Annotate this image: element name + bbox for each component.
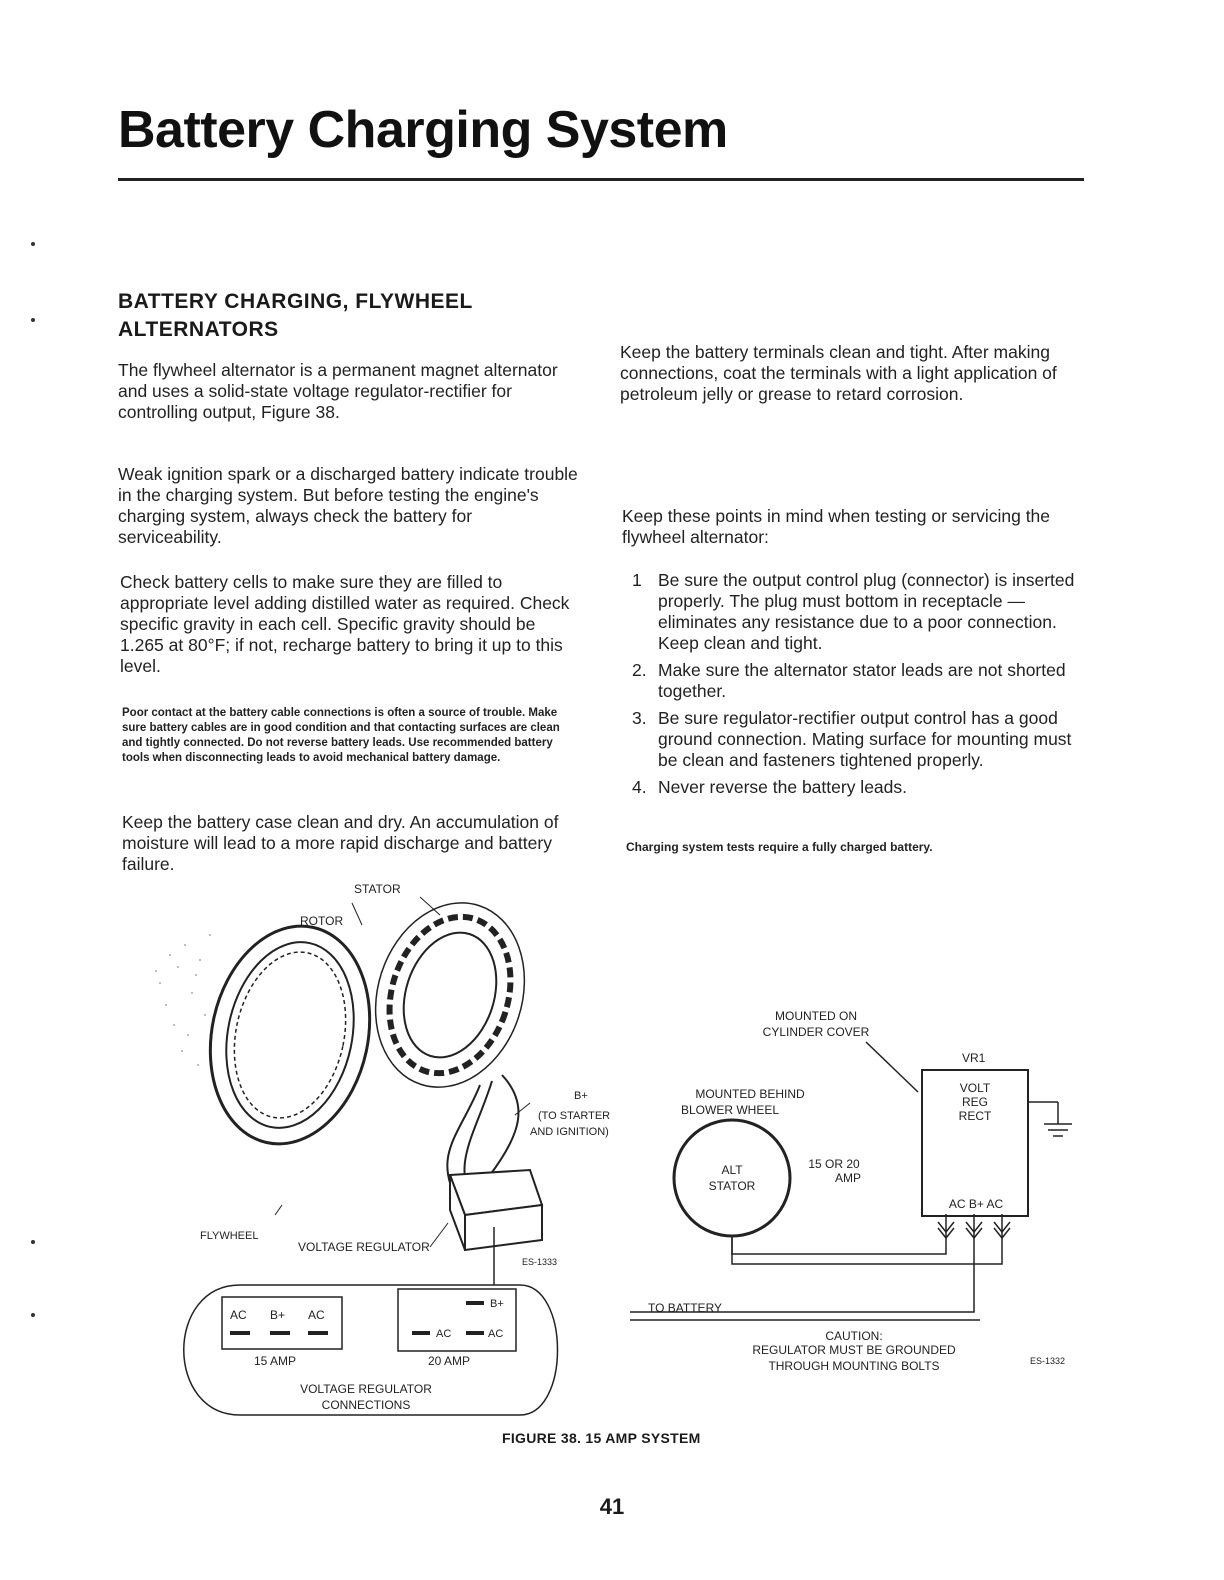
label-connections-2: CONNECTIONS: [321, 1398, 411, 1412]
label-amp-rating: 15 OR 20: [808, 1157, 860, 1171]
paragraph: Keep the battery terminals clean and tight. After making connections, coat the terminals with a light application of petroleum jelly or grease to retard corrosion.: [620, 342, 1057, 404]
label-rect: RECT: [958, 1109, 992, 1123]
paragraph: Keep the battery case clean and dry. An accumulation of moisture will lead to a more rapid discharge and battery failure.: [122, 812, 559, 874]
page-number: 41: [599, 1494, 625, 1519]
points-note: Charging system tests require a fully charged battery.: [626, 840, 933, 854]
label-alt: ALT: [721, 1163, 743, 1177]
figure-code: ES-1332: [1030, 1356, 1066, 1366]
ground-symbol: [1028, 1102, 1072, 1136]
margin-dot: [31, 1240, 35, 1244]
margin-dot: [31, 242, 35, 246]
pin: [412, 1331, 430, 1335]
conn-b-plus: B+: [490, 1298, 504, 1310]
pin: [466, 1301, 484, 1305]
wiring-schematic-figure: [620, 1000, 1090, 1380]
list-item: 3. Be sure regulator-rectifier output control has a good ground connection. Mating surface for mounting must be clean and fasteners tightened properly.: [632, 708, 1072, 770]
pin: [466, 1331, 484, 1335]
label-caution-2: THROUGH MOUNTING BOLTS: [768, 1359, 940, 1373]
label-reg: REG: [961, 1095, 989, 1109]
shading: [155, 934, 211, 1066]
margin-dot: [31, 1313, 35, 1317]
plug-15-amp: [222, 1297, 342, 1349]
margin-dot: [31, 318, 35, 322]
flywheel-alternator-figure: [130, 875, 610, 1425]
label-blower-wheel: BLOWER WHEEL: [680, 1103, 780, 1117]
list-item: 2. Make sure the alternator stator leads are not shorted together.: [632, 660, 1066, 701]
figure-code: ES-1333: [522, 1257, 558, 1267]
label-cylinder-cover: CYLINDER COVER: [762, 1025, 870, 1039]
label-stator: STATOR: [708, 1179, 756, 1193]
wires: [630, 1214, 1010, 1312]
leader-line: [352, 903, 362, 925]
leader-line: [430, 1223, 448, 1247]
label-volt: VOLT: [959, 1081, 991, 1095]
label-voltage-regulator: VOLTAGE REGULATOR: [298, 1240, 430, 1254]
conn-ac: AC: [436, 1328, 452, 1340]
label-to-battery: TO BATTERY: [648, 1301, 723, 1315]
label-terminals: AC B+ AC: [948, 1197, 1004, 1211]
label-stator: STATOR: [354, 882, 401, 896]
label-caution-1: REGULATOR MUST BE GROUNDED: [752, 1343, 956, 1357]
paragraph: Check battery cells to make sure they are filled to appropriate level adding distilled water as required. Check specific gravity in each cell. Specific gravity should be 1.265 at 80°F; if not, recharge battery to bring it up to this level.: [120, 572, 570, 676]
flywheel: [191, 911, 389, 1159]
section-heading: BATTERY CHARGING, FLYWHEEL ALTERNATORS: [118, 290, 473, 341]
list-item: 4. Never reverse the battery leads.: [632, 777, 908, 797]
figure-caption: FIGURE 38. 15 AMP SYSTEM: [502, 1430, 701, 1446]
paragraph: Keep these points in mind when testing or servicing the flywheel alternator:: [622, 506, 1051, 547]
label-mounted-on: MOUNTED ON: [775, 1009, 857, 1023]
conn-b-plus: B+: [270, 1308, 286, 1322]
points-list: [622, 570, 1084, 804]
b-plus-lead: [490, 1075, 519, 1175]
label-connections-1: VOLTAGE REGULATOR: [300, 1382, 432, 1396]
label-to-starter: (TO STARTER: [538, 1110, 610, 1122]
stator: [352, 883, 547, 1106]
pin: [270, 1331, 290, 1335]
page-title: Battery Charging System: [118, 101, 728, 159]
leader-line: [275, 1205, 282, 1215]
label-vr1: VR1: [962, 1051, 986, 1065]
label-b-plus: B+: [574, 1090, 588, 1102]
pin: [308, 1331, 328, 1335]
label-20-amp: 20 AMP: [428, 1354, 471, 1368]
list-item: 1 Be sure the output control plug (connector) is inserted properly. The plug must bottom in receptacle — eliminates any resistance due to a poor connection. Keep clean and tight.: [632, 570, 1075, 653]
paragraph: The flywheel alternator is a permanent magnet alternator and uses a solid-state voltage regulator-rectifier for controlling output, Figure 38.: [118, 360, 558, 422]
label-15-amp: 15 AMP: [254, 1354, 297, 1368]
label-and-ignition: AND IGNITION): [530, 1126, 609, 1138]
label-amp-unit: AMP: [834, 1171, 862, 1185]
label-rotor: ROTOR: [300, 914, 344, 928]
conn-ac: AC: [488, 1328, 504, 1340]
pin: [230, 1331, 250, 1335]
leader-line: [420, 897, 440, 915]
label-mounted-behind: MOUNTED BEHIND: [695, 1087, 805, 1101]
alt-stator-circle: [674, 1120, 790, 1236]
conn-ac: AC: [230, 1308, 247, 1322]
paragraph: Weak ignition spark or a discharged battery indicate trouble in the charging system. But before testing the engine's charging system, always check the battery for serviceability.: [118, 464, 578, 547]
label-flywheel: FLYWHEEL: [200, 1230, 259, 1242]
label-caution: CAUTION:: [825, 1329, 883, 1343]
warning-note: Poor contact at the battery cable connections is often a source of trouble. Make sure battery cables are in good condition and that contacting surfaces are clean and tightly connected. Do not reverse battery leads. Use recommended battery tools when disconnecting leads to avoid mechanical battery damage.: [122, 707, 560, 764]
conn-ac: AC: [308, 1308, 325, 1322]
leader-line: [866, 1042, 918, 1092]
title-rule: [118, 178, 1084, 181]
voltage-regulator: [450, 1170, 542, 1250]
